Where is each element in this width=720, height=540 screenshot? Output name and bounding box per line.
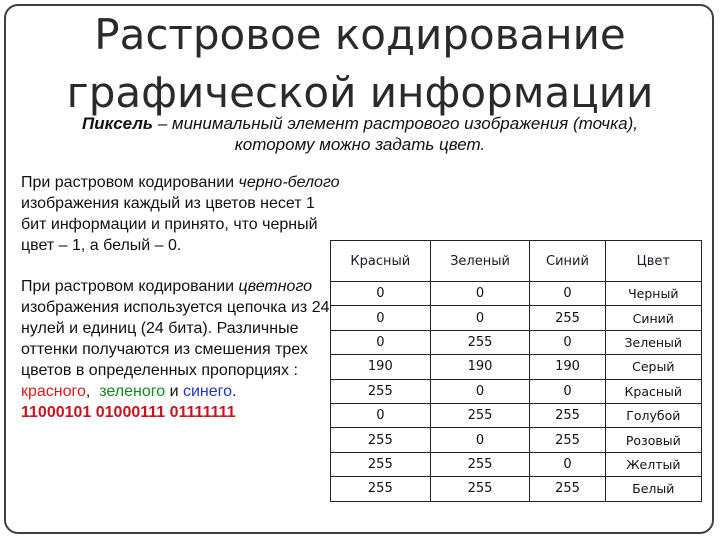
p1-black-word: черный цвет (21, 216, 318, 254)
cell-color-name: Красный (605, 379, 701, 403)
table-row (331, 306, 702, 330)
cell-blue: 255 (530, 428, 605, 452)
cell-color-name: Зеленый (605, 330, 701, 354)
p2-text: При растровом кодировании (21, 278, 239, 295)
table-row (331, 355, 702, 379)
p1-text-mid: изображения каждый из цветов несет 1 бит информации и принято, что (21, 195, 315, 233)
table-row (331, 379, 702, 403)
p1-text-end: – 0. (150, 237, 182, 254)
cell-blue: 190 (530, 355, 605, 379)
table-row (331, 477, 702, 501)
definition-text-2: которому можно задать цвет. (234, 135, 486, 154)
cell-red: 255 (331, 428, 431, 452)
title-line-2: графической информации (66, 68, 654, 117)
cell-red: 0 (331, 403, 431, 427)
cell-blue: 0 (530, 452, 605, 476)
cell-red: 255 (331, 477, 431, 501)
cell-green: 255 (430, 330, 530, 354)
paragraph-color (21, 276, 331, 423)
header-green: Зеленый (430, 241, 530, 282)
definition (20, 113, 700, 155)
table-row (331, 282, 702, 306)
cell-blue: 255 (530, 306, 605, 330)
definition-term: Пиксель (82, 114, 154, 133)
table-row (331, 330, 702, 354)
header-red: Красный (331, 241, 431, 282)
cell-color-name: Розовый (605, 428, 701, 452)
cell-blue: 255 (530, 477, 605, 501)
cell-red: 0 (331, 282, 431, 306)
table-header-row (331, 241, 702, 282)
cell-green: 0 (430, 428, 530, 452)
p2-bit-string: 11000101 01000111 01111111 (21, 404, 236, 421)
cell-green: 0 (430, 306, 530, 330)
cell-green: 0 (430, 282, 530, 306)
p2-text-after: изображения используется цепочка из 24 нулей и единиц (24 бита). Различные оттенки получаются из смешения трех цветов в определенных пропорциях : (21, 299, 330, 379)
header-blue: Синий (530, 241, 605, 282)
cell-red: 255 (331, 379, 431, 403)
p1-text-mid2: – 1, а (54, 237, 104, 254)
rgb-table (330, 240, 702, 502)
cell-color-name: Белый (605, 477, 701, 501)
cell-green: 190 (430, 355, 530, 379)
p2-blue-word: синего (182, 383, 233, 400)
cell-color-name: Голубой (605, 403, 701, 427)
p2-and: и (169, 383, 179, 400)
slide-title (0, 6, 720, 122)
cell-red: 0 (331, 330, 431, 354)
table-row (331, 403, 702, 427)
cell-green: 255 (430, 477, 530, 501)
cell-green: 255 (430, 452, 530, 476)
cell-green: 255 (430, 403, 530, 427)
cell-blue: 0 (530, 330, 605, 354)
p2-dot: . (232, 383, 237, 400)
p1-white-word: белый (103, 237, 151, 254)
p2-red-word: красного (21, 383, 86, 400)
cell-red: 0 (331, 306, 431, 330)
cell-blue: 255 (530, 403, 605, 427)
cell-color-name: Черный (605, 282, 701, 306)
table-row (331, 428, 702, 452)
cell-red: 190 (331, 355, 431, 379)
p2-comma: , (85, 383, 91, 400)
p1-bw-word: черно-белого (238, 174, 340, 191)
table-row (331, 452, 702, 476)
p1-text: При растровом кодировании (21, 174, 239, 191)
definition-text-1: минимальный элемент растрового изображения (точка), (171, 114, 638, 133)
title-line-1: Растровое кодирование (94, 10, 626, 59)
header-color: Цвет (605, 241, 701, 282)
p2-color-word: цветного (238, 278, 313, 295)
cell-color-name: Серый (605, 355, 701, 379)
cell-green: 0 (430, 379, 530, 403)
p2-green-word: зеленого (99, 383, 166, 400)
paragraph-black-white (21, 172, 341, 256)
definition-dash: – (153, 114, 172, 133)
cell-red: 255 (331, 452, 431, 476)
cell-blue: 0 (530, 379, 605, 403)
cell-color-name: Синий (605, 306, 701, 330)
cell-color-name: Желтый (605, 452, 701, 476)
cell-blue: 0 (530, 282, 605, 306)
